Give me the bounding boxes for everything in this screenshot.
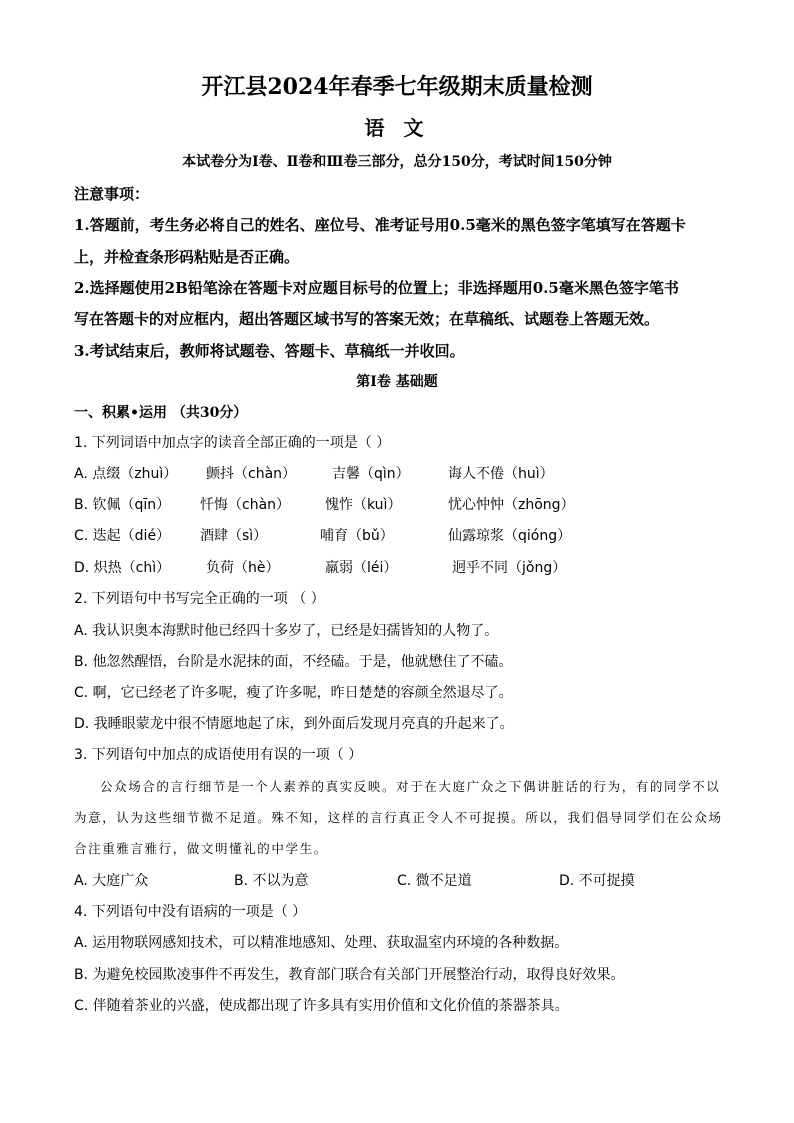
q1-option-a-word3: 吉馨（qìn）: [332, 466, 410, 482]
q2-option-d: D. 我睡眼蒙龙中很不情愿地起了床，到外面后发现月亮真的升起来了。: [74, 716, 514, 732]
q1-option-d-word2: 负荷（hè）: [206, 560, 280, 576]
q3-option-b: B. 不以为意: [234, 873, 309, 889]
question-1-stem: 1. 下列词语中加点字的读音全部正确的一项是（ ）: [74, 435, 391, 451]
notice-line: 上，并检查条形码粘贴是否正确。: [74, 248, 300, 266]
q1-option-b-word1: B. 钦佩（qīn）: [74, 497, 171, 513]
q1-option-d-word4: 迥乎不同（jǒng）: [452, 560, 567, 576]
q1-option-d-word3: 羸弱（léi）: [325, 560, 398, 576]
q1-option-a-word1: A. 点缀（zhuì）: [74, 466, 178, 482]
q1-option-b-word2: 忏悔（chàn）: [200, 497, 291, 513]
exam-title: 开江县2024年春季七年级期末质量检测: [201, 74, 593, 100]
question-2-stem: 2. 下列语句中书写完全正确的一项 （ ）: [74, 591, 325, 607]
notice-line: 1.答题前，考生务必将自己的姓名、座位号、准考证号用0.5毫米的黑色签字笔填写在答题卡: [74, 216, 686, 234]
q2-option-c: C. 啊，它已经老了许多呢，瘦了许多呢，昨日楚楚的容颜全然退尽了。: [74, 685, 513, 701]
notice-line: 3.考试结束后，教师将试题卷、答题卡、草稿纸一并收回。: [74, 342, 465, 360]
q1-option-a-word4: 诲人不倦（huì）: [448, 466, 554, 482]
question-4-stem: 4. 下列语句中没有语病的一项是（ ）: [74, 904, 307, 920]
notice-line: 写在答题卡的对应框内，超出答题区域书写的答案无效；在草稿纸、试题卷上答题无效。: [74, 310, 660, 328]
section-title: 一、积累•运用 （共30分）: [74, 405, 248, 421]
q4-option-b: B. 为避免校园欺凌事件不再发生，教育部门联合有关部门开展整治行动，取得良好效果。: [74, 967, 625, 983]
q3-option-d: D. 不可捉摸: [559, 873, 635, 889]
volume-title: 第Ⅰ卷 基础题: [356, 374, 438, 390]
q2-option-a: A. 我认识奥本海默时他已经四十多岁了，已经是妇孺皆知的人物了。: [74, 623, 499, 639]
exam-subtitle: 本试卷分为Ⅰ卷、Ⅱ卷和Ⅲ卷三部分，总分150分，考试时间150分钟: [182, 154, 612, 170]
q4-option-c: C. 伴随着茶业的兴盛，使成都出现了许多具有实用价值和文化价值的茶器茶具。: [74, 998, 569, 1014]
q3-passage-line: 合注重雅言雅行，做文明懂礼的中学生。: [74, 841, 328, 856]
notice-heading: 注意事项：: [74, 185, 150, 203]
subject-title: 语 文: [364, 116, 430, 140]
q4-option-a: A. 运用物联网感知技术，可以精准地感知、处理、获取温室内环境的各种数据。: [74, 935, 569, 951]
q3-passage-line: 公众场合的言行细节是一个人素养的真实反映。对于在大庭广众之下偶讲脏话的行为，有的同学不以: [100, 779, 721, 794]
q1-option-d-word1: D. 炽热（chì）: [74, 560, 171, 576]
q1-option-b-word3: 愧怍（kuì）: [325, 497, 402, 513]
q3-option-c: C. 微不足道: [397, 873, 472, 889]
notice-line: 2.选择题使用2B铅笔涂在答题卡对应题目标号的位置上；非选择题用0.5毫米黑色签字笔书: [74, 279, 679, 297]
q2-option-b: B. 他忽然醒悟，台阶是水泥抹的面，不经磕。于是，他就懋住了不磕。: [74, 654, 513, 670]
q1-option-c-word1: C. 迭起（dié）: [74, 528, 171, 544]
q1-option-b-word4: 忧心忡忡（zhōng）: [448, 497, 575, 513]
q3-passage-line: 为意，认为这些细节微不足道。殊不知，这样的言行真正令人不可捉摸。所以，我们倡导同学们在公众场: [74, 810, 723, 825]
q1-option-a-word2: 颤抖（chàn）: [206, 466, 297, 482]
q1-option-c-word3: 哺育（bǔ）: [320, 528, 394, 544]
q1-option-c-word4: 仙露琼浆（qióng）: [448, 528, 572, 544]
q3-option-a: A. 大庭广众: [74, 873, 149, 889]
question-3-stem: 3. 下列语句中加点的成语使用有误的一项（ ）: [74, 747, 363, 763]
q1-option-c-word2: 酒肆（sì）: [200, 528, 268, 544]
